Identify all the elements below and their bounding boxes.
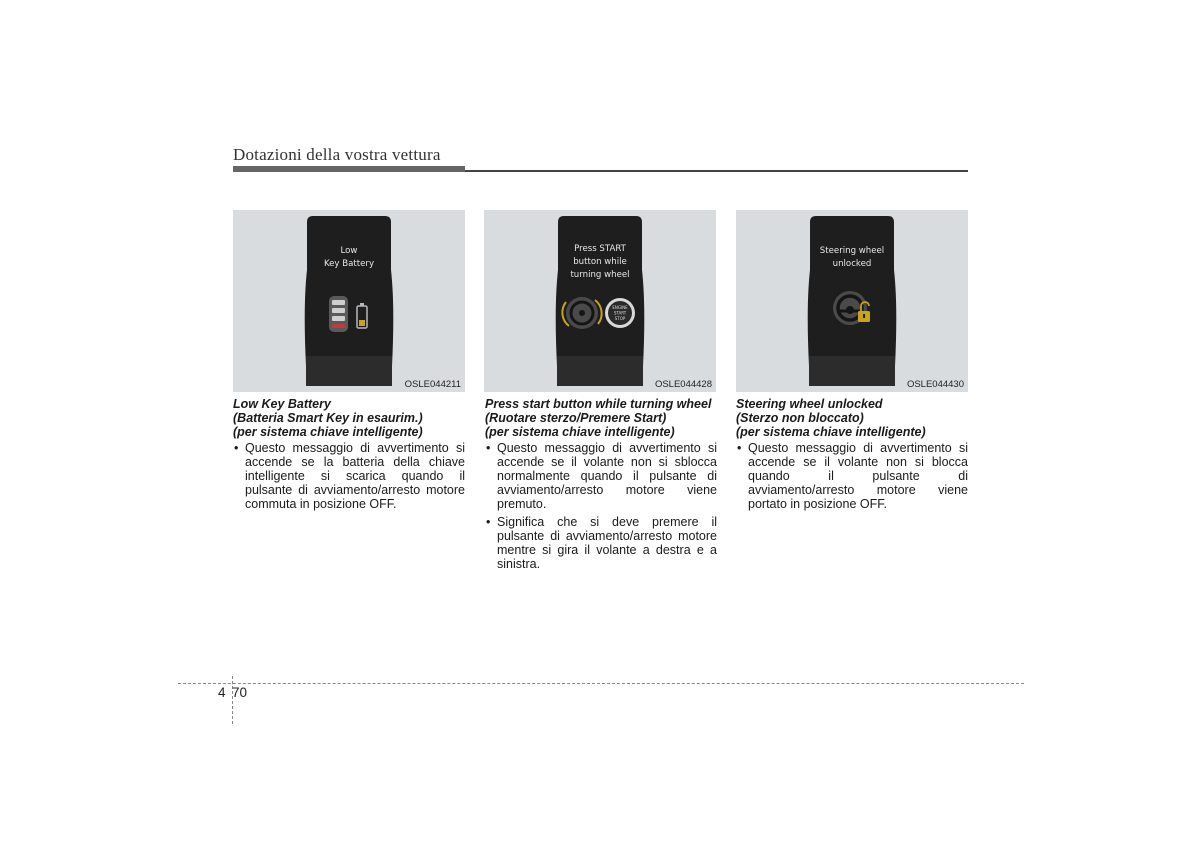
section-heading-line-2: (Sterzo non bloccato) — [736, 411, 864, 425]
display-line-1: Steering wheel — [819, 246, 885, 256]
display-line-2: unlocked — [832, 259, 872, 269]
bullet-list — [233, 441, 465, 511]
list-item-text: Questo messaggio di avvertimento si accende se il volante non si blocca quando il pulsante di avviamento/arresto motore viene portato in posizione OFF. — [748, 441, 968, 511]
section-heading-line-2: (Batteria Smart Key in esaurim.) — [233, 411, 423, 425]
list-item — [233, 441, 465, 511]
list-item — [485, 441, 717, 511]
section-low-key-battery — [233, 397, 465, 511]
bullet-marker: • — [486, 441, 491, 455]
cluster-display-steering-unlocked — [806, 216, 898, 388]
engine-start-stop-button-icon — [605, 298, 635, 328]
section-heading-line-3: (per sistema chiave intelligente) — [233, 425, 423, 439]
smart-key-icon — [329, 296, 348, 332]
display-line-1: Press START — [574, 244, 626, 254]
button-line-1: ENGINE — [612, 305, 628, 310]
section-heading-line-1: Low Key Battery — [233, 397, 331, 411]
section-press-start-turning — [485, 397, 717, 571]
figure-code: OSLE044430 — [906, 379, 964, 390]
button-line-3: STOP — [614, 316, 626, 321]
figure-code: OSLE044211 — [404, 379, 461, 390]
section-heading-line-1: Press start button while turning wheel — [485, 397, 712, 411]
list-item-text: Questo messaggio di avvertimento si accende se la batteria della chiave intelligente si scarica quando il pulsante di avviamento/arresto motore commuta in posizione OFF. — [245, 441, 465, 511]
header-rule-accent — [233, 166, 465, 172]
display-line-2: Key Battery — [323, 259, 375, 269]
bullet-marker: • — [486, 515, 491, 529]
footer-vertical-rule — [232, 676, 233, 724]
cluster-display-low-key-battery — [303, 216, 395, 388]
display-line-2: button while — [573, 257, 627, 267]
bullet-marker: • — [737, 441, 742, 455]
section-heading-line-3: (per sistema chiave intelligente) — [736, 425, 926, 439]
page-number-value: 70 — [232, 685, 248, 700]
section-heading-line-3: (per sistema chiave intelligente) — [485, 425, 675, 439]
section-steering-wheel-unlocked — [736, 397, 968, 511]
figure-low-key-battery — [233, 210, 465, 392]
figure-code: OSLE044428 — [654, 379, 712, 390]
bullet-marker: • — [234, 441, 239, 455]
bullet-list — [485, 441, 717, 571]
chapter-number: 4 — [218, 685, 226, 700]
bullet-list — [736, 441, 968, 511]
button-line-2: START — [613, 310, 627, 316]
list-item-text: Questo messaggio di avvertimento si accende se il volante non si sblocca normalmente quando il pulsante di avviamento/arresto motore viene premuto. — [497, 441, 717, 511]
section-heading-line-1: Steering wheel unlocked — [736, 397, 883, 411]
section-heading-line-2: (Ruotare sterzo/Premere Start) — [485, 411, 667, 425]
cluster-display-press-start — [554, 216, 646, 388]
footer-dashed-rule — [178, 683, 1024, 684]
list-item — [736, 441, 968, 511]
figure-press-start-turning — [484, 210, 716, 392]
list-item — [485, 515, 717, 571]
display-line-1: Low — [340, 246, 358, 256]
page-number — [218, 685, 247, 700]
page-header-title: Dotazioni della vostra vettura — [233, 145, 441, 164]
display-line-3: turning wheel — [570, 270, 630, 280]
figure-steering-wheel-unlocked — [736, 210, 968, 392]
list-item-text: Significa che si deve premere il pulsante di avviamento/arresto motore mentre si gira il volante a destra e a sinistra. — [497, 515, 717, 571]
